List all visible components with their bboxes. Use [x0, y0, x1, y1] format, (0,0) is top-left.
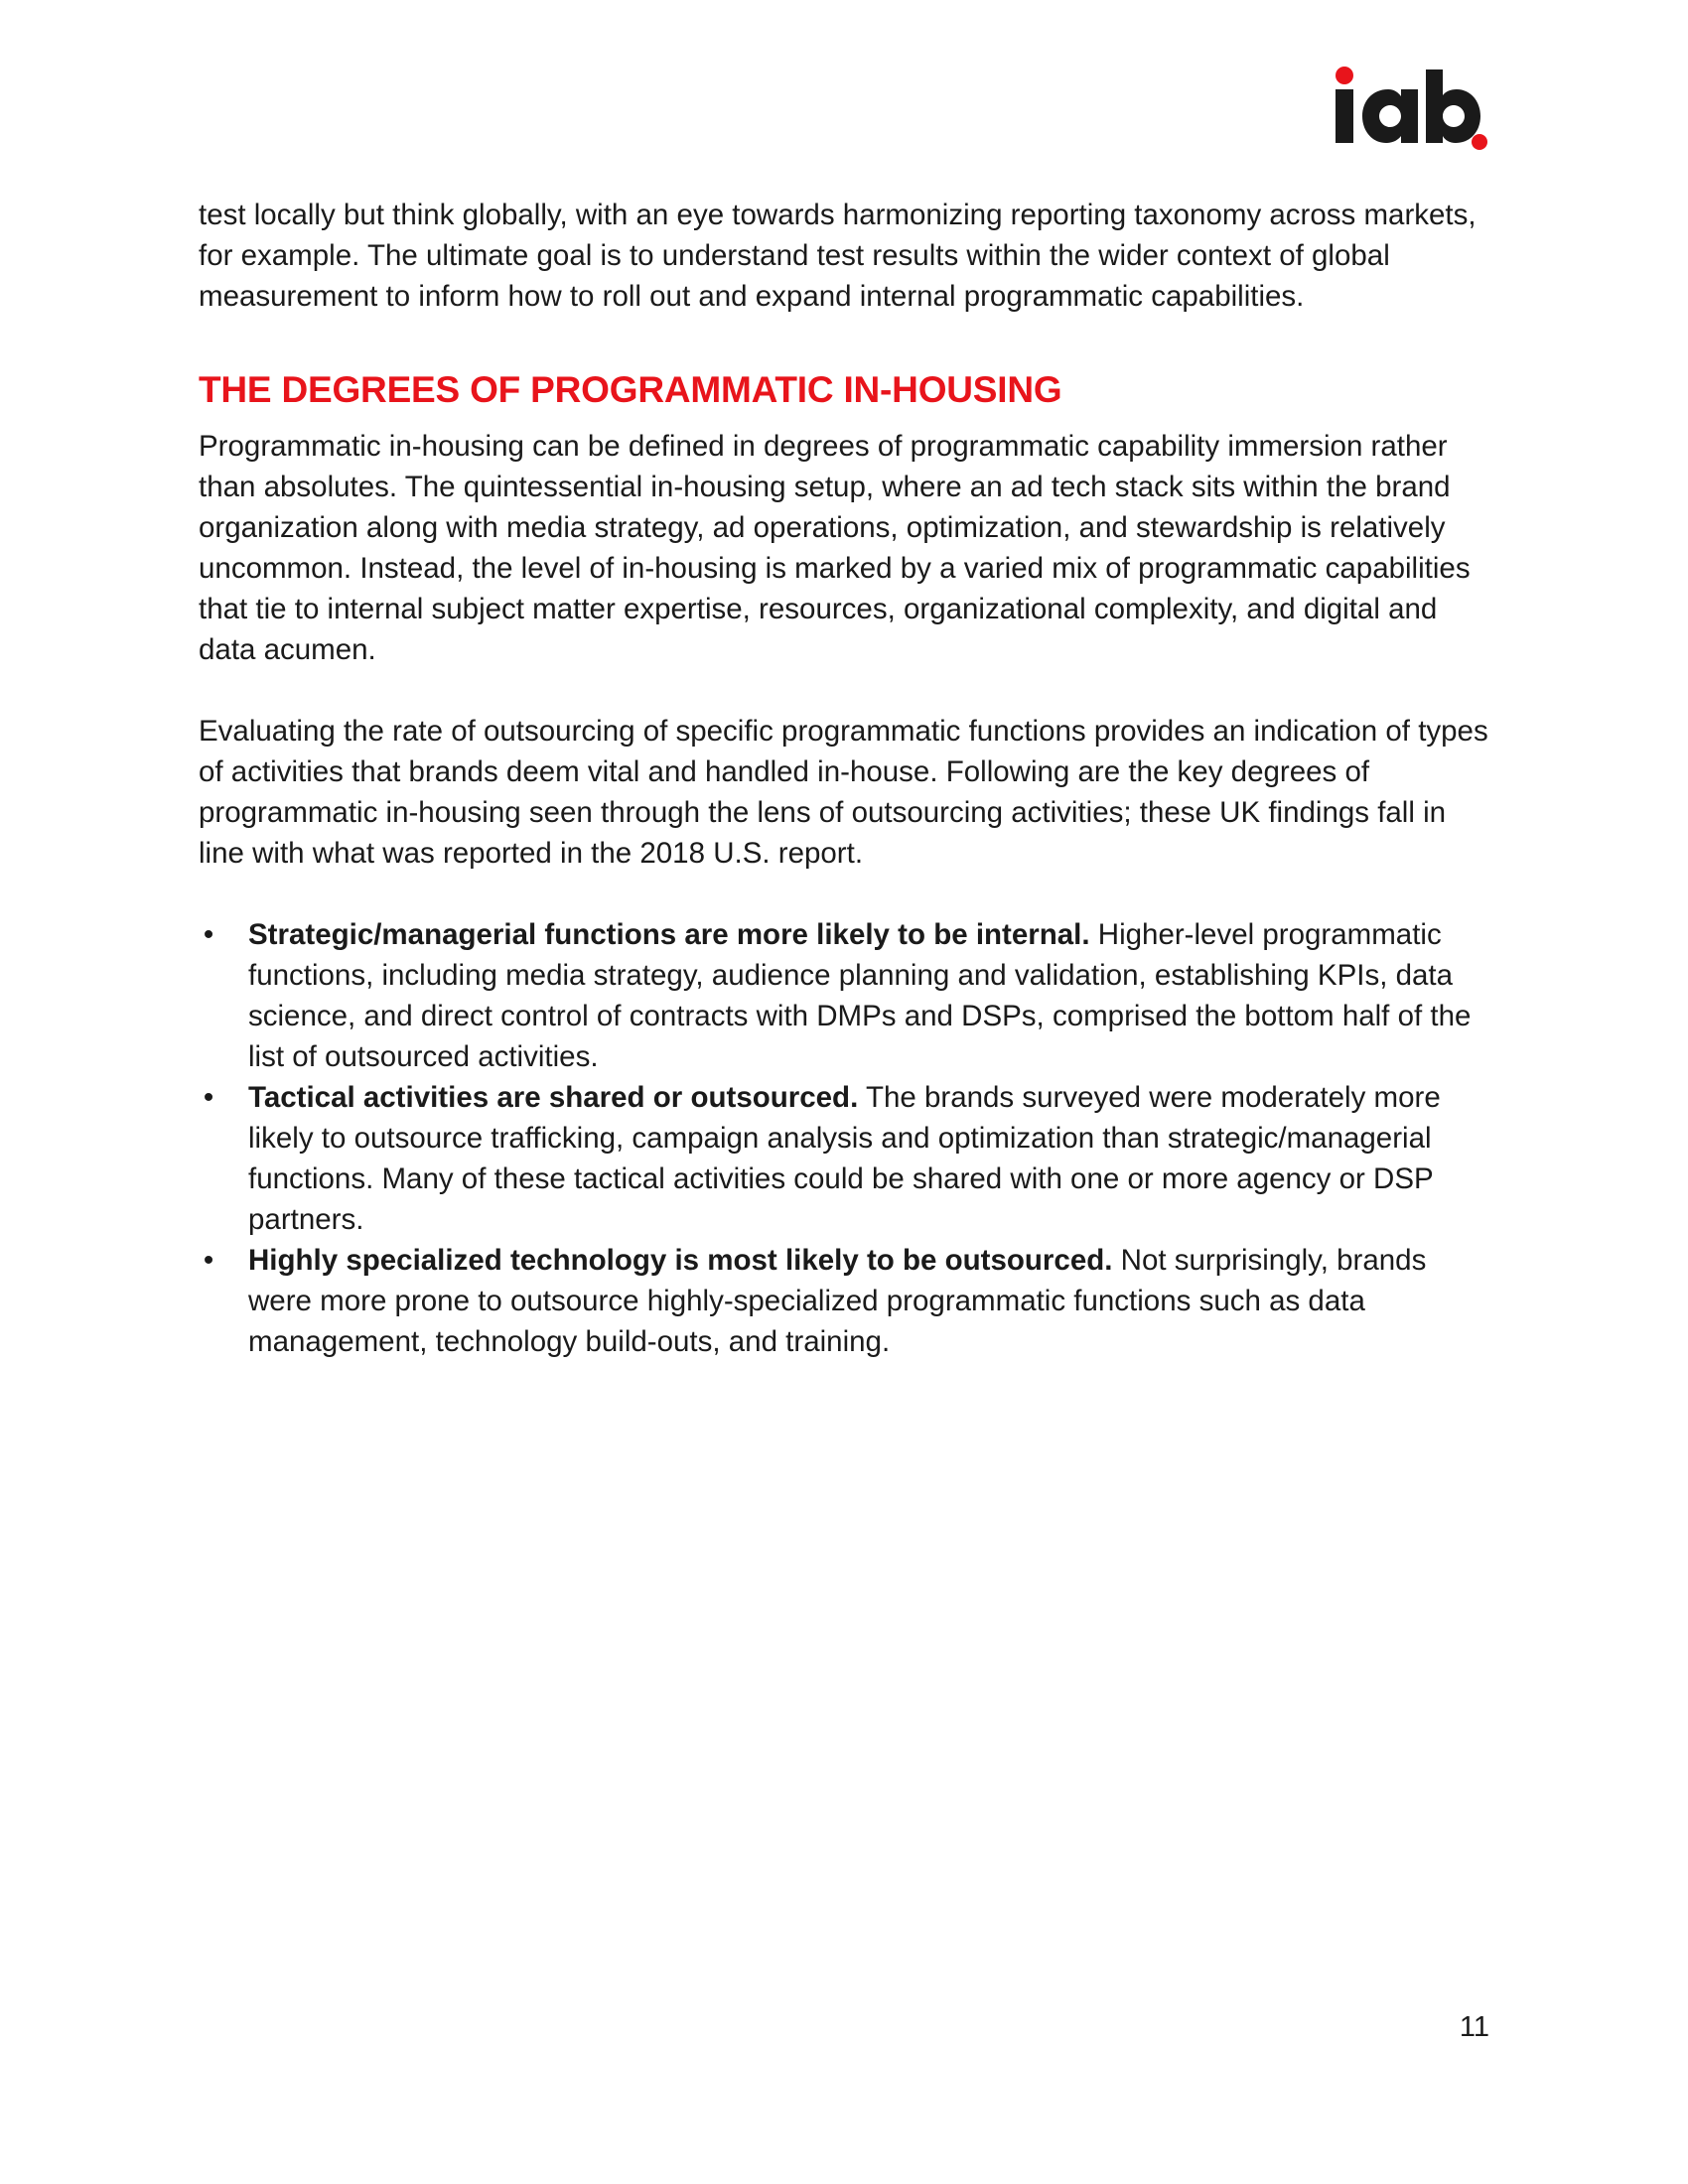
bullet-text: The brands surveyed were moderately more likely to outsource trafficking, campaign analysis and optimization than strategic/managerial functions. Many of these tactical activities could be shared with one or more agency or DSP partners. [248, 1081, 1441, 1236]
bullet-bold-lead: Highly specialized technology is most likely to be outsourced. [248, 1244, 1113, 1277]
bullet-item [199, 1240, 1489, 1362]
bullet-text: Not surprisingly, brands were more prone to outsource highly-specialized programmatic functions such as data management, technology build-outs, and training. [248, 1244, 1427, 1358]
bullet-text: Higher-level programmatic functions, including media strategy, audience planning and validation, establishing KPIs, data science, and direct control of contracts with DMPs and DSPs, comprised the bottom half of the list of outsourced activities. [248, 918, 1472, 1073]
bullet-icon: • [203, 1081, 214, 1114]
bullet-list [199, 914, 1489, 1362]
bullet-bold-lead: Tactical activities are shared or outsourced. [248, 1081, 859, 1114]
page-number: 11 [1459, 2011, 1489, 2043]
page-content [199, 195, 1489, 1362]
bullet-item [199, 1077, 1489, 1240]
bullet-icon: • [203, 1244, 214, 1277]
body-paragraph: Evaluating the rate of outsourcing of specific programmatic functions provides an indication of types of activities that brands deem vital and handled in-house. Following are the key degrees of programmatic in-housing seen through the lens of outsourcing activities; these UK findings fall in line with what was reported in the 2018 U.S. report. [199, 715, 1488, 870]
body-paragraph: Programmatic in-housing can be defined in degrees of programmatic capability immersion rather than absolutes. The quintessential in-housing setup, where an ad tech stack sits within the brand organization along with media strategy, ad operations, optimization, and stewardship is relatively uncommon. Instead, the level of in-housing is marked by a varied mix of programmatic capabilities that tie to internal subject matter expertise, resources, organizational complexity, and digital and data acumen. [199, 430, 1471, 666]
iab-logo-icon [1329, 66, 1487, 155]
bullet-bold-lead: Strategic/managerial functions are more likely to be internal. [248, 918, 1090, 951]
bullet-icon: • [203, 918, 214, 951]
section-heading: THE DEGREES OF PROGRAMMATIC IN-HOUSING [199, 369, 1062, 410]
iab-logo-graphic [1329, 66, 1487, 155]
bullet-item [199, 914, 1489, 1077]
intro-paragraph: test locally but think globally, with an eye towards harmonizing reporting taxonomy across markets, for example. The ultimate goal is to understand test results within the wider context of global measurement to inform how to roll out and expand internal programmatic capabilities. [199, 199, 1477, 313]
